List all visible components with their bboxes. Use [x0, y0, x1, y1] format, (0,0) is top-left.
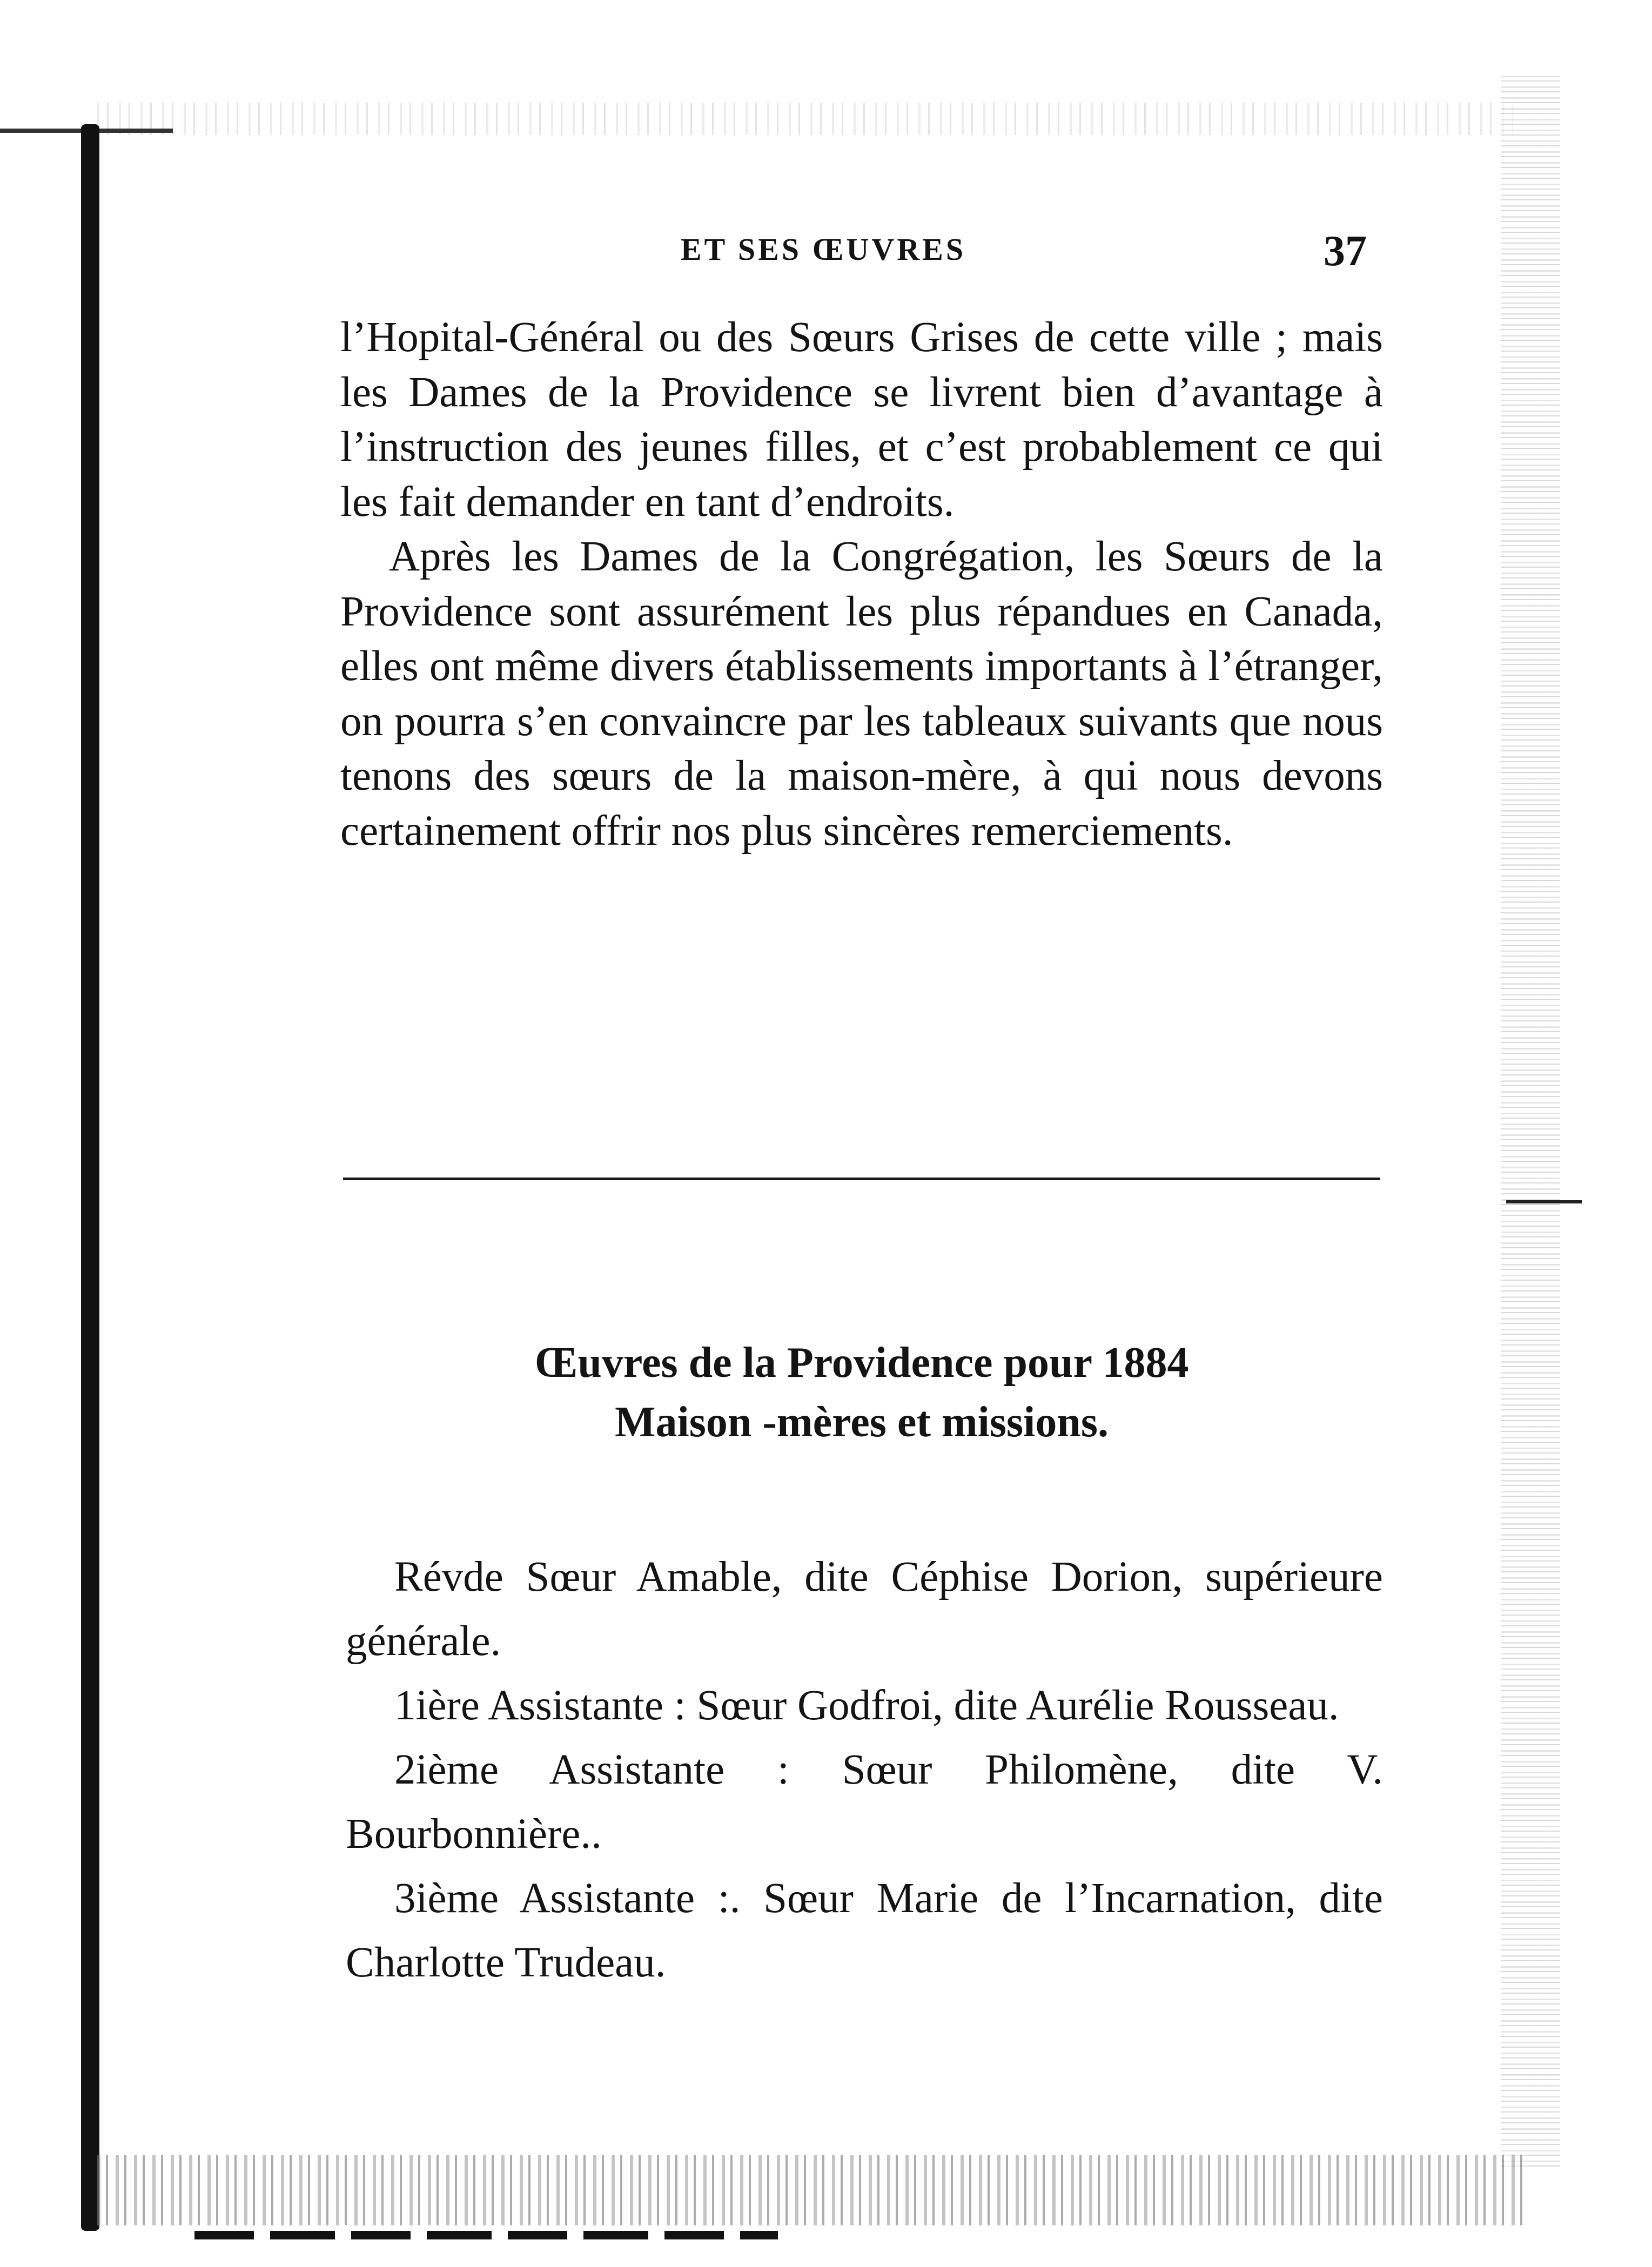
staff-entry: 1ière Assistante : Sœur Godfroi, dite Aurélie Rousseau.	[394, 1682, 1339, 1729]
scan-bottom-edge-noise	[97, 2155, 1523, 2225]
staff-entry: Révde Sœur Amable, dite Céphise Dorion, supérieure générale.	[346, 1553, 1383, 1665]
section-heading	[340, 1333, 1383, 1452]
staff-entry: 2ième Assistante : Sœur Philomène, dite V. Bourbonnière..	[346, 1746, 1383, 1858]
staff-list	[346, 1545, 1383, 1995]
paragraph: Après les Dames de la Congrégation, les Sœurs de la Providence sont assurément les plus répandues en Canada, elles ont même divers établissements importants à l’étranger, on pourra s’en convaincre par les tableaux suivants que nous tenons des sœurs de la maison-mère, à qui nous devons certainement offrir nos plus sincères remerciements.	[340, 533, 1383, 855]
scan-top-edge-noise	[97, 103, 1523, 135]
section-subtitle: Maison -mères et missions.	[615, 1398, 1109, 1446]
scan-left-binding-edge	[81, 124, 99, 2231]
body-text	[340, 310, 1383, 858]
scan-bottom-bar	[194, 2231, 778, 2239]
running-title: ET SES ŒUVRES	[681, 232, 966, 267]
section-divider	[343, 1178, 1380, 1180]
page-number: 37	[1324, 227, 1367, 275]
running-header	[346, 227, 1442, 275]
scan-right-edge-noise	[1501, 76, 1560, 2171]
section-title: Œuvres de la Providence pour 1884	[534, 1339, 1189, 1387]
scan-right-edge-mark	[1506, 1200, 1582, 1203]
staff-entry: 3ième Assistante :. Sœur Marie de l’Incarnation, dite Charlotte Trudeau.	[346, 1875, 1383, 1986]
paragraph: l’Hopital-Général ou des Sœurs Grises de cette ville ; mais les Dames de la Providence se livrent bien d’avantage à l’instruction des jeunes filles, et c’est probablement ce qui les fait demander en tant d’endroits.	[340, 314, 1383, 526]
